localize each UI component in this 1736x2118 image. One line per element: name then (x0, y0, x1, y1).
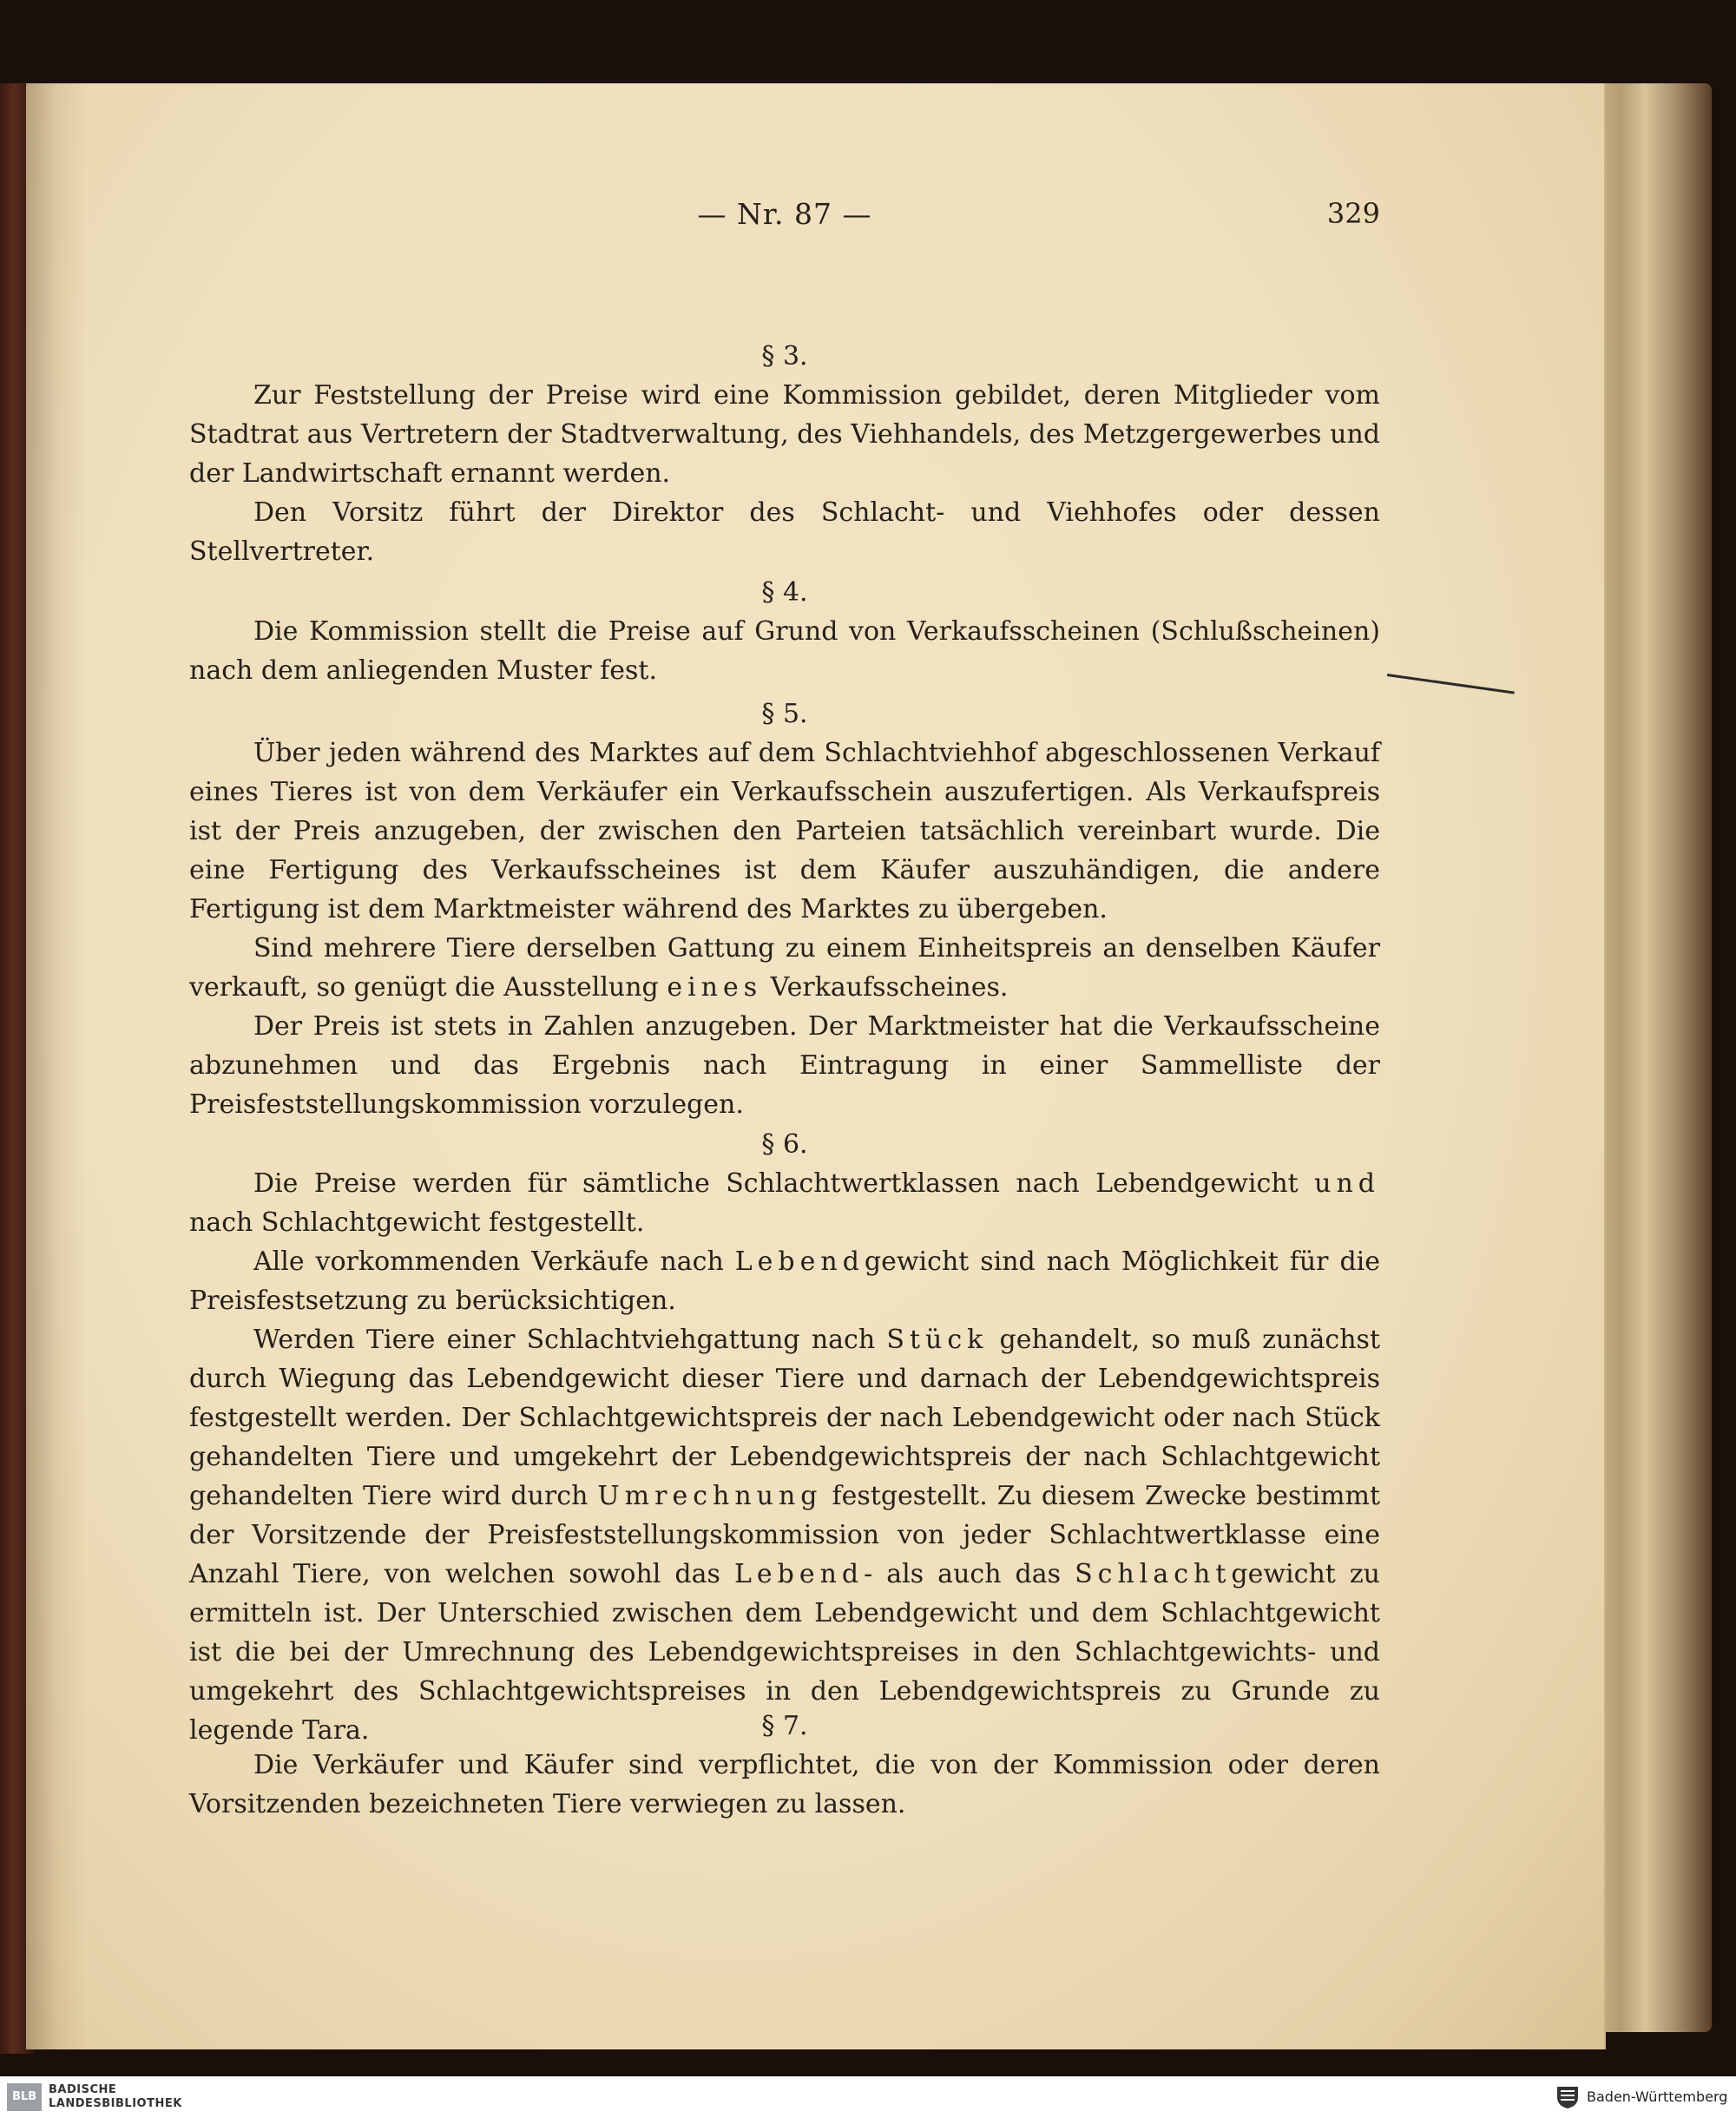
section-6 (189, 1125, 1380, 1750)
section-heading: § 5. (761, 699, 808, 729)
section-heading: § 6. (761, 1129, 808, 1160)
page-number: 329 (1326, 197, 1380, 230)
section-5 (189, 694, 1380, 1124)
paragraph: Alle vorkommenden Verkäufe nach Lebendgewicht sind nach Möglichkeit für die Preisfestsetzung zu berücksichtigen. (189, 1246, 1380, 1316)
running-header (189, 194, 1380, 236)
section-heading: § 7. (761, 1711, 808, 1741)
paragraph: Werden Tiere einer Schlachtviehgattung nach Stück gehandelt, so muß zunächst durch Wiegung das Lebendgewicht dieser Tiere und darnach der Lebendgewichtspreis festgestellt werden. Der Schlachtgewichtspreis der nach Lebendgewicht oder nach Stück gehandelten Tiere und umgekehrt der Lebendgewichtspreis der nach Schlachtgewicht gehandelten Tiere wird durch Umrechnung festgestellt. Zu diesem Zwecke bestimmt der Vorsitzende der Preisfeststellungskommission von jeder Schlachtwertklasse eine Anzahl Tiere, von welchen sowohl das Lebend- als auch das Schlachtgewicht zu ermitteln ist. Der Unterschied zwischen dem Lebendgewicht und dem Schlachtgewicht ist die bei der Umrechnung des Lebendgewichtspreises in den Schlachtgewichts- und umgekehrt des Schlachtgewichtspreises in den Lebendgewichtspreis zu Grunde zu legende Tara. (189, 1325, 1380, 1746)
section-3 (189, 337, 1380, 571)
paragraph: Die Verkäufer und Käufer sind verpflichtet, die von der Kommission oder deren Vorsitzenden bezeichneten Tiere verwiegen zu lassen. (189, 1750, 1380, 1819)
section-heading: § 3. (761, 341, 808, 372)
blb-logo[interactable]: BLB (7, 2083, 42, 2111)
section-4 (189, 573, 1380, 690)
baden-wuerttemberg-crest-icon (1554, 2085, 1581, 2109)
section-heading: § 4. (761, 577, 808, 608)
pencil-margin-mark (1387, 674, 1515, 694)
paragraph: Die Kommission stellt die Preise auf Grund von Verkaufsscheinen (Schlußscheinen) nach dem anliegenden Muster fest. (189, 616, 1380, 686)
viewer-footer-bar (0, 2076, 1736, 2118)
page-gutter-shadow (26, 83, 87, 2049)
paragraph: Zur Feststellung der Preise wird eine Kommission gebildet, deren Mitglieder vom Stadtrat aus Vertretern der Stadtverwaltung, des Viehhandels, des Metzgergewerbes und der Landwirtschaft ernannt werden. (189, 380, 1380, 489)
paragraph: Über jeden während des Marktes auf dem Schlachtviehhof abgeschlossenen Verkauf eines Tieres ist von dem Verkäufer ein Verkaufsschein auszufertigen. Als Verkaufspreis ist der Preis anzugeben, der zwischen den Parteien tatsächlich vereinbart wurde. Die eine Fertigung des Verkaufsscheines ist dem Käufer auszuhändigen, die andere Fertigung ist dem Marktmeister während des Marktes zu übergeben. (189, 738, 1380, 924)
paragraph: Sind mehrere Tiere derselben Gattung zu einem Einheitspreis an denselben Käufer verkauft, so genügt die Ausstellung eines Verkaufsscheines. (189, 933, 1380, 1003)
book-page (26, 83, 1606, 2049)
section-7 (189, 1707, 1380, 1824)
header-title: — Nr. 87 — (697, 197, 872, 231)
paragraph: Der Preis ist stets in Zahlen anzugeben. Der Marktmeister hat die Verkaufsscheine abzunehmen und das Ergebnis nach Eintragung in einer Sammelliste der Preisfeststellungskommission vorzulegen. (189, 1011, 1380, 1120)
library-name: BADISCHE LANDESBIBLIOTHEK (49, 2083, 182, 2110)
paragraph: Den Vorsitz führt der Direktor des Schlacht- und Viehhofes oder dessen Stellvertreter. (189, 497, 1380, 567)
state-name[interactable]: Baden-Württemberg (1587, 2088, 1728, 2105)
book-page-edges-right (1590, 83, 1712, 2032)
paragraph: Die Preise werden für sämtliche Schlachtwertklassen nach Lebendgewicht und nach Schlachtgewicht festgestellt. (189, 1168, 1380, 1238)
